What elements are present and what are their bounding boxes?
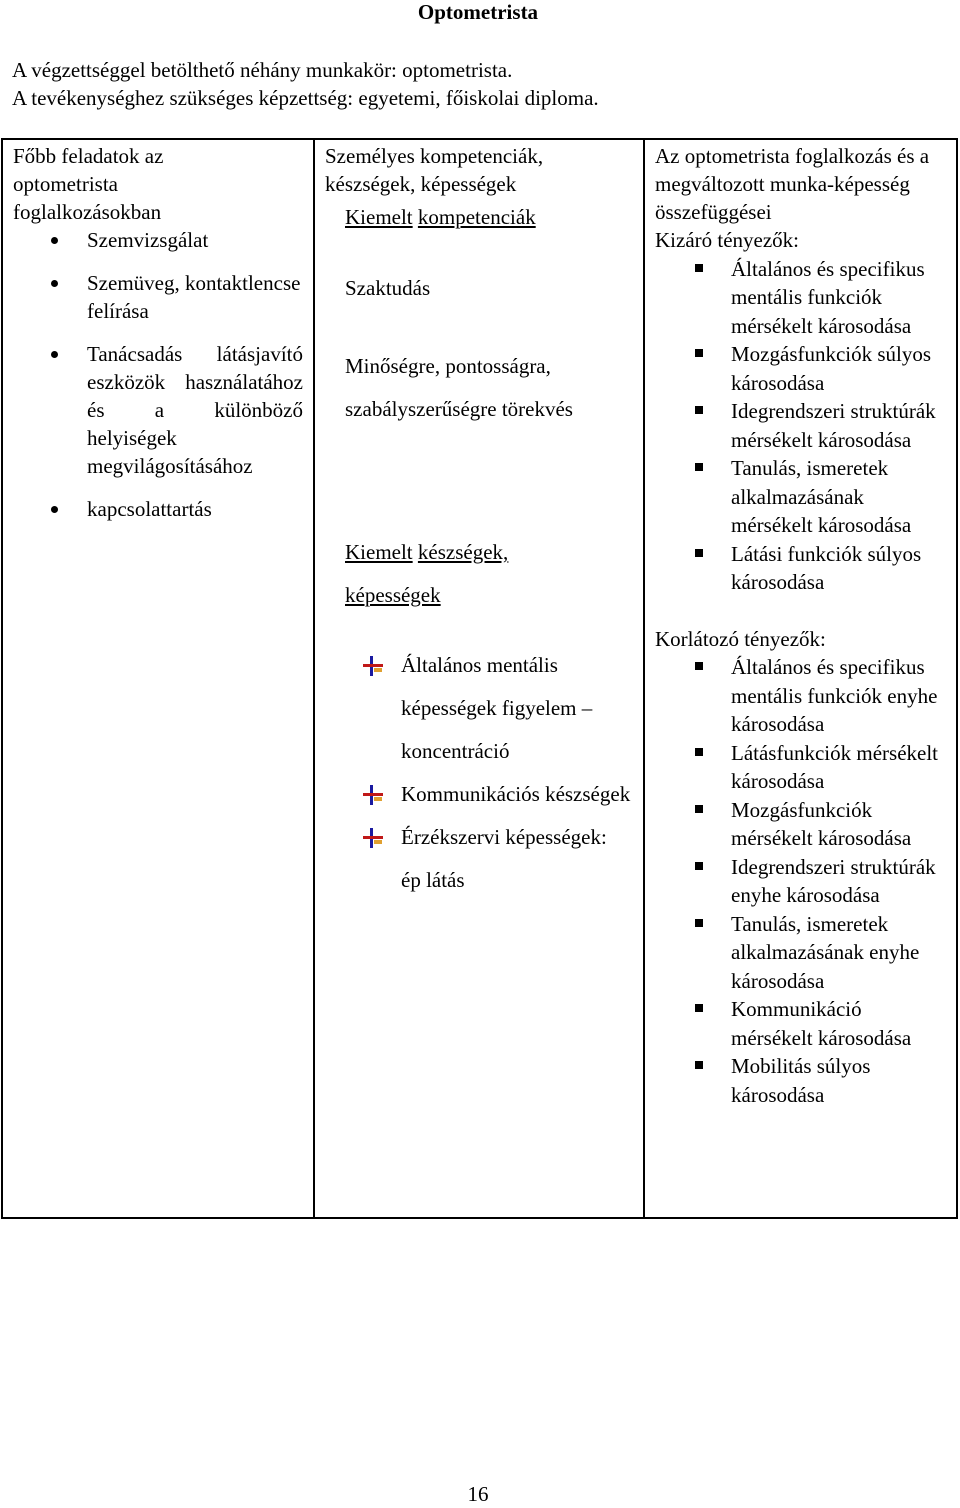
exclusion-item: Látási funkciók súlyos károsodása [645, 540, 956, 597]
restriction-item: Mozgásfunkciók mérsékelt károsodása [645, 796, 956, 853]
exclusion-list [645, 255, 956, 597]
tasks-header: Főbb feladatok az optometrista foglalkozásokban [13, 144, 164, 224]
bullet-icon [51, 506, 58, 513]
task-item: Szemvizsgálat [3, 226, 313, 254]
square-bullet-icon [695, 862, 703, 870]
tasks-list [3, 226, 313, 523]
restriction-item: Általános és specifikus mentális funkciók enyhe károsodása [645, 653, 956, 739]
skill-item: Általános mentális képességek figyelem – koncentráció [315, 644, 643, 773]
restriction-item: Kommunikáció mérsékelt károsodása [645, 995, 956, 1052]
restriction-item: Látásfunkciók mérsékelt károsodása [645, 739, 956, 796]
restriction-item: Mobilitás súlyos károsodása [645, 1052, 956, 1109]
task-item: Szemüveg, kontaktlencse felírása [3, 269, 313, 325]
restriction-item: Idegrendszeri struktúrák enyhe károsodása [645, 853, 956, 910]
exclusion-item: Idegrendszeri struktúrák mérsékelt károsodása [645, 397, 956, 454]
intro-line-jobs: A végzettséggel betölthető néhány munkakör: optometrista. [12, 58, 513, 82]
skill-item: Kommunikációs készségek [315, 773, 643, 816]
task-item: kapcsolattartás [3, 495, 313, 523]
square-bullet-icon [695, 549, 703, 557]
bullet-icon [51, 351, 58, 358]
bullet-icon [51, 280, 58, 287]
exclusion-item: Általános és specifikus mentális funkciók mérsékelt károsodása [645, 255, 956, 341]
intro [12, 56, 599, 112]
intro-line-qualification: A tevékenységhez szükséges képzettség: egyetemi, főiskolai diploma. [12, 86, 599, 110]
square-bullet-icon [695, 406, 703, 414]
key-skills-heading: Kiemelt készségek, képességek [345, 540, 509, 607]
skill-item: Érzékszervi képességek: ép látás [315, 816, 643, 902]
skills-list [315, 644, 643, 902]
impairment-column [644, 139, 957, 1218]
square-bullet-icon [695, 1004, 703, 1012]
exclusion-label: Kizáró tényezők: [655, 228, 800, 252]
competencies-header: Személyes kompetenciák, készségek, képességek [325, 144, 544, 196]
page-number: 16 [467, 1482, 489, 1506]
tasks-column [2, 139, 314, 1218]
square-bullet-icon [695, 264, 703, 272]
square-bullet-icon [695, 919, 703, 927]
restriction-label: Korlátozó tényezők: [655, 626, 826, 651]
competency-item: Minőségre, pontosságra, szabályszerűségre törekvés [345, 354, 573, 421]
square-bullet-icon [695, 463, 703, 471]
task-item: Tanácsadás látásjavító eszközök használatához és a különböző helyiségek megvilágosításához [3, 340, 313, 480]
arrow-bullet-icon [363, 828, 383, 848]
square-bullet-icon [695, 748, 703, 756]
arrow-bullet-icon [363, 656, 383, 676]
key-competencies-heading: Kiemelt kompetenciák [345, 205, 536, 229]
exclusion-item: Tanulás, ismeretek alkalmazásának mérsékelt károsodása [645, 454, 956, 540]
restriction-list [645, 653, 956, 1109]
bullet-icon [51, 237, 58, 244]
arrow-bullet-icon [363, 785, 383, 805]
restriction-item: Tanulás, ismeretek alkalmazásának enyhe károsodása [645, 910, 956, 996]
square-bullet-icon [695, 805, 703, 813]
exclusion-item: Mozgásfunkciók súlyos károsodása [645, 340, 956, 397]
square-bullet-icon [695, 349, 703, 357]
page-title: Optometrista [417, 0, 539, 24]
competency-table [1, 138, 958, 1219]
impairment-header: Az optometrista foglalkozás és a megváltozott munka-képesség összefüggései [655, 144, 930, 224]
competencies-column [314, 139, 644, 1218]
square-bullet-icon [695, 1061, 703, 1069]
square-bullet-icon [695, 662, 703, 670]
competency-item: Szaktudás [345, 276, 431, 300]
